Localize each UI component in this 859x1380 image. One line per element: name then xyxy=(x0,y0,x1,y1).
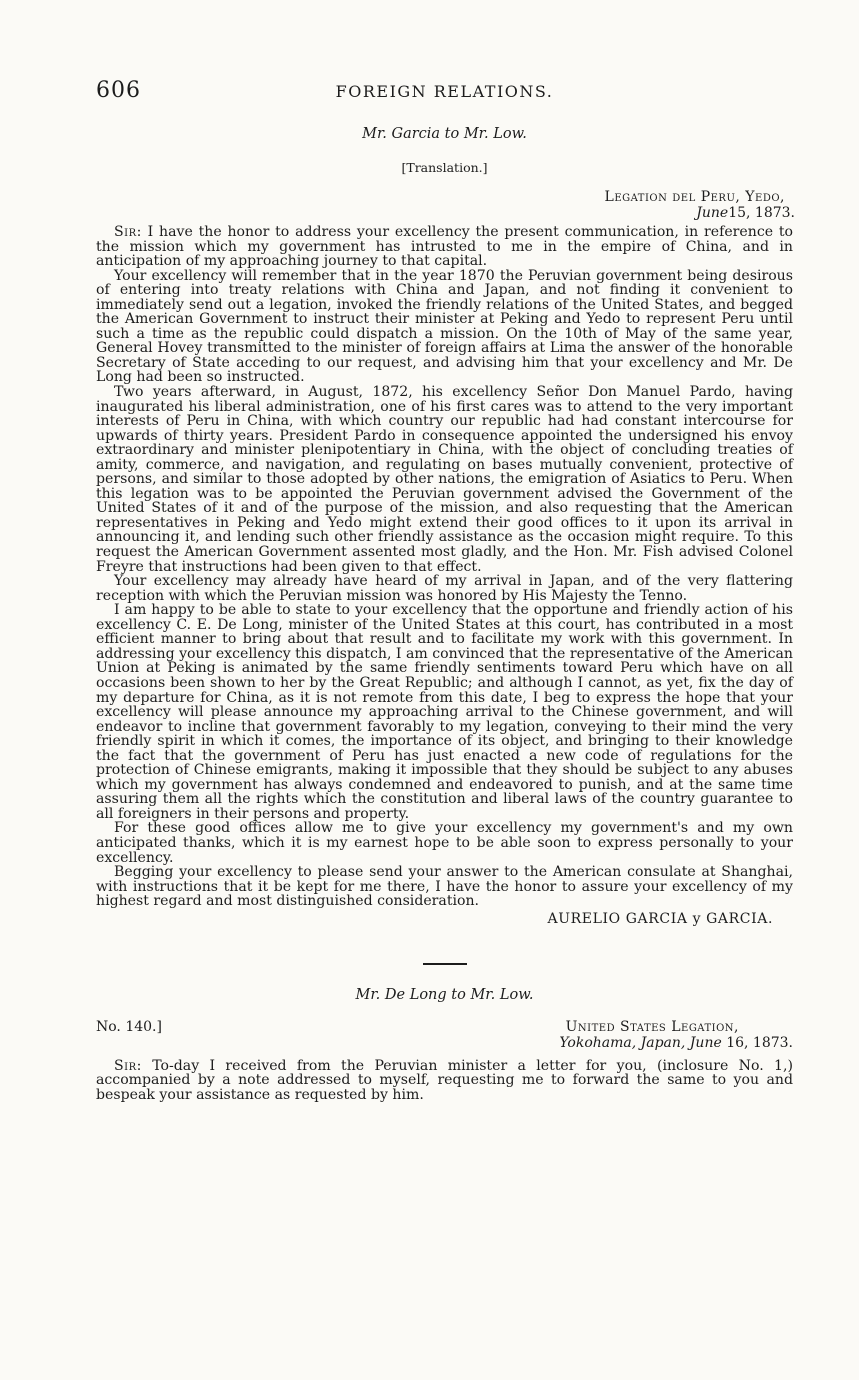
paragraph: Your excellency may already have heard of my arrival in Japan, and of the very flattering reception with which the Peruvian mission was honored by His Majesty the Tenno. xyxy=(96,573,793,604)
legation-location: United States Legation, xyxy=(565,1018,739,1035)
salutation: Sir: xyxy=(114,224,142,240)
letter-heading xyxy=(96,1019,793,1053)
letter-date xyxy=(559,1035,793,1051)
letter-heading xyxy=(96,189,793,221)
letter-body xyxy=(96,1059,793,1103)
running-head xyxy=(96,78,793,112)
date-month: June xyxy=(696,205,729,221)
paragraph-text: To-day I received from the Peruvian minister a letter for you, (inclosure No. 1,) accompanied by a note addressed to myself, requesting me to forward the same to you and bespeak your assistance as requested by him. xyxy=(96,1057,793,1103)
salutation: Sir: xyxy=(114,1057,142,1074)
paragraph xyxy=(96,1059,793,1103)
date-rest: 16, 1873. xyxy=(726,1034,793,1051)
date-place: Yokohama, Japan, June xyxy=(559,1034,722,1051)
date-rest: 15, 1873. xyxy=(728,205,795,221)
paragraph: Two years afterward, in August, 1872, his excellency Señor Don Manuel Pardo, having inaugurated his liberal administration, one of his first cares was to attend to the very important interests of Peru in China, with which country our republic had had constant intercourse for upwards of thirty years. President Pardo in consequence appointed the undersigned his envoy extraordinary and minister plenipotentiary in China, with the object of concluding treaties of amity, commerce, and navigation, and regulating on bases mutually convenient, protective of persons, and similar to those adopted by other nations, the emigration of Asiatics to Peru. When this legation was to be appointed the Peruvian government advised the Government of the United States of it and of the purpose of the mission, and also requesting that the American representatives in Peking and Yedo might extend their good offices to it upon its arrival in announcing it, and lending such other friendly assistance as the occasion might require. To this request the American Government assented most gladly, and the Hon. Mr. Fish advised Colonel Freyre that instructions had been given to that effect. xyxy=(96,384,793,575)
paragraph: I am happy to be able to state to your excellency that the opportune and friendly action of his excellency C. E. De Long, minister of the United States at this court, has contributed in a most efficient manner to bring about that result and to facilitate my work with this government. In addressing your excellency this dispatch, I am convinced that the representative of the American Union at Peking is animated by the same friendly sentiments toward Peru which have on all occasions been shown to her by the Great Republic; and although I cannot, as yet, fix the day of my departure for China, as it is not remote from this date, I beg to express the hope that your excellency will please announce my approaching arrival to the Chinese government, and will endeavor to incline that government favorably to my legation, conveying to their mind the very friendly spirit in which it comes, the importance of its object, and bringing to their knowledge the fact that the government of Peru has just enacted a new code of regulations for the protection of Chinese emigrants, making it impossible that they should be subject to any abuses which my government has always condemned and endeavored to punish, and at the same time assuring them all the rights which the constitution and liberal laws of the country guarantee to all foreigners in their persons and property. xyxy=(96,602,793,822)
translation-note: [Translation.] xyxy=(401,160,488,175)
paragraph: Begging your excellency to please send your answer to the American consulate at Shanghai, with instructions that it be kept for me there, I have the honor to assure your excellency of my highest regard and most distinguished consideration. xyxy=(96,864,793,910)
letter-date xyxy=(96,205,795,221)
page-number: 606 xyxy=(96,78,141,103)
legation-location: Legation del Peru, Yedo, xyxy=(604,189,785,205)
legation-block xyxy=(559,1019,793,1051)
document-number: No. 140.] xyxy=(96,1018,162,1035)
letter-title: Mr. Garcia to Mr. Low. xyxy=(362,126,527,142)
letter-body xyxy=(96,225,793,909)
running-title: FOREIGN RELATIONS. xyxy=(335,82,554,101)
paragraph: Your excellency will remember that in the year 1870 the Peruvian government being desirous of entering into treaty relations with China and Japan, and not finding it convenient to immediately send out a legation, invoked the friendly relations of the United States, and begged the American Government to instruct their minister at Peking and Yedo to represent Peru until such a time as the republic could dispatch a mission. On the 10th of May of the same year, General Hovey transmitted to the minister of foreign affairs at Lima the answer of the honorable Secretary of State acceding to our request, and advising him that your excellency and Mr. De Long had been so instructed. xyxy=(96,267,793,386)
letter-title: Mr. De Long to Mr. Low. xyxy=(355,986,534,1003)
paragraph: For these good offices allow me to give your excellency my government's and my own anticipated thanks, which it is my earnest hope to be able soon to express personally to your excellency. xyxy=(96,820,793,866)
signature: AURELIO GARCIA y GARCIA. xyxy=(547,910,773,927)
paragraph-text: I have the honor to address your excellency the present communication, in reference to the mission which my government has intrusted to me in the empire of China, and in anticipation of my approaching journey to that capital. xyxy=(96,224,793,270)
section-divider xyxy=(423,963,467,965)
paragraph xyxy=(96,225,793,269)
